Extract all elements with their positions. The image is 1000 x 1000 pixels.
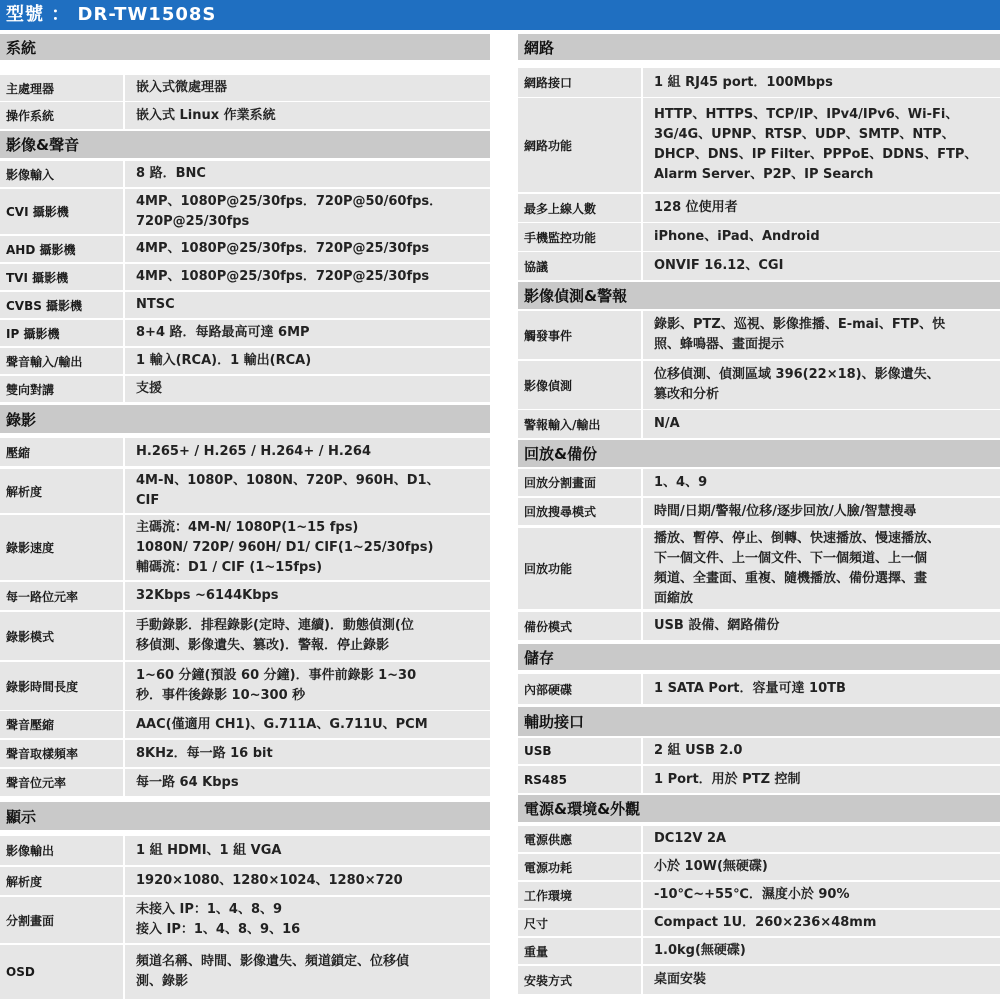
spec-value: 時間/日期/警報/位移/逐步回放/人臉/智慧搜尋 [643,498,1000,525]
spec-row [0,102,490,129]
spec-label: 警報輸入/輸出 [518,410,641,438]
spec-value: 2 組 USB 2.0 [643,738,1000,764]
spec-row [518,766,1000,793]
spec-row [518,98,1000,192]
spec-value: 4MP、1080P@25/30fps．720P@25/30fps [125,236,490,262]
spec-row [518,252,1000,280]
spec-row [0,740,490,767]
spec-row [0,769,490,796]
spec-value: 1 Port．用於 PTZ 控制 [643,766,1000,793]
spec-row [518,966,1000,994]
spec-value: 1、4、9 [643,469,1000,496]
spec-value: 頻道名稱、時間、影像遺失、頻道鎖定、位移偵 測、錄影 [125,945,490,999]
spec-label: 錄影模式 [0,612,123,660]
spec-label: RS485 [518,766,641,793]
spec-row [0,836,490,865]
spec-row [0,662,490,710]
spec-value: 8 路．BNC [125,161,490,187]
spec-label: 最多上線人數 [518,194,641,222]
spec-label: 備份模式 [518,612,641,640]
spec-row [518,938,1000,964]
spec-value: N/A [643,410,1000,438]
spec-value: 1 組 HDMI、1 組 VGA [125,836,490,865]
section-header-record: 錄影 [0,405,490,433]
spec-row [0,867,490,895]
spec-label: 影像偵測 [518,361,641,409]
spec-value: DC12V 2A [643,826,1000,852]
spec-value: 1 輸入(RCA)．1 輸出(RCA) [125,348,490,374]
spec-row [518,194,1000,222]
spec-label: 回放分割畫面 [518,469,641,496]
spec-row [518,882,1000,908]
spec-label: 工作環境 [518,882,641,908]
spec-label: 安裝方式 [518,966,641,994]
spec-label: 主處理器 [0,75,123,101]
spec-row [518,469,1000,496]
spec-value: 支援 [125,376,490,402]
spec-value: 1 SATA Port．容量可達 10TB [643,674,1000,704]
spec-row [0,292,490,318]
spec-label: TVI 攝影機 [0,264,123,290]
spec-row [518,311,1000,359]
section-header-detect: 影像偵測&警報 [518,282,1000,309]
spec-label: USB [518,738,641,764]
spec-label: 每一路位元率 [0,582,123,610]
spec-label: IP 攝影機 [0,320,123,346]
section-header-storage: 儲存 [518,644,1000,670]
spec-value: 嵌入式 Linux 作業系統 [125,102,490,129]
spec-label: 內部硬碟 [518,674,641,704]
spec-label: 解析度 [0,867,123,895]
spec-row [0,438,490,466]
spec-label: 解析度 [0,469,123,513]
spec-row [0,320,490,346]
spec-row [518,223,1000,251]
spec-label: 錄影速度 [0,515,123,580]
spec-value: 主碼流：4M-N/ 1080P(1~15 fps) 1080N/ 720P/ 960H/ D1/ CIF(1~25/30fps) 輔碼流：D1 / CIF (1~15fps) [125,515,490,580]
spec-value: 32Kbps ~6144Kbps [125,582,490,610]
spec-row [518,68,1000,97]
spec-row [0,515,490,580]
spec-value: 手動錄影．排程錄影(定時、連續)．動態偵測(位 移偵測、影像遺失、篡改)．警報．停止錄影 [125,612,490,660]
spec-value: 8+4 路．每路最高可達 6MP [125,320,490,346]
spec-label: 影像輸出 [0,836,123,865]
spec-row [0,582,490,610]
spec-row [518,498,1000,525]
spec-label: 分割畫面 [0,897,123,943]
spec-value: HTTP、HTTPS、TCP/IP、IPv4/IPv6、Wi-Fi、 3G/4G、UPNP、RTSP、UDP、SMTP、NTP、 DHCP、DNS、IP Filter、PPPoE、DDNS、FTP、 Alarm Server、P2P、IP Search [643,98,1000,192]
spec-label: 協議 [518,252,641,280]
spec-row [0,469,490,513]
spec-label: 聲音輸入/輸出 [0,348,123,374]
spec-value: 錄影、PTZ、巡視、影像推播、E-mai、FTP、快 照、蜂鳴器、畫面提示 [643,311,1000,359]
spec-value: 1 組 RJ45 port．100Mbps [643,68,1000,97]
spec-row [0,612,490,660]
spec-value: AAC(僅適用 CH1)、G.711A、G.711U、PCM [125,711,490,738]
section-header-system: 系統 [0,34,490,60]
spec-row [518,854,1000,880]
spec-value: 4M-N、1080P、1080N、720P、960H、D1、 CIF [125,469,490,513]
spec-value: 桌面安裝 [643,966,1000,994]
model-title: 型號 ： DR-TW1508S [0,0,1000,30]
section-header-aux: 輔助接口 [518,707,1000,736]
spec-label: 影像輸入 [0,161,123,187]
spec-row [518,410,1000,438]
spec-value: 未接入 IP：1、4、8、9 接入 IP：1、4、8、9、16 [125,897,490,943]
spec-value: 每一路 64 Kbps [125,769,490,796]
spec-label: 聲音取樣頻率 [0,740,123,767]
spec-value: Compact 1U．260×236×48mm [643,910,1000,936]
spec-row [0,348,490,374]
spec-label: 操作系統 [0,102,123,129]
spec-value: 嵌入式微處理器 [125,75,490,101]
section-header-network: 網路 [518,34,1000,60]
spec-label: 雙向對講 [0,376,123,402]
spec-value: H.265+ / H.265 / H.264+ / H.264 [125,438,490,466]
spec-row [0,161,490,187]
spec-label: 網路接口 [518,68,641,97]
spec-label: 電源功耗 [518,854,641,880]
spec-value: ONVIF 16.12、CGI [643,252,1000,280]
spec-value: 位移偵測、偵測區域 396(22×18)、影像遺失、 篡改和分析 [643,361,1000,409]
spec-value: iPhone、iPad、Android [643,223,1000,251]
spec-value: USB 設備、網路備份 [643,612,1000,640]
spec-label: AHD 攝影機 [0,236,123,262]
spec-row [0,75,490,101]
spec-value: 128 位使用者 [643,194,1000,222]
spec-value: 8KHz．每一路 16 bit [125,740,490,767]
spec-row [518,612,1000,640]
spec-value: 播放、暫停、停止、倒轉、快速播放、慢速播放、 下一個文件、上一個文件、下一個頻道、上一個 頻道、全畫面、重複、隨機播放、備份選擇、畫 面縮放 [643,528,1000,609]
spec-value: 1.0kg(無硬碟) [643,938,1000,964]
spec-label: 電源供應 [518,826,641,852]
spec-label: CVI 攝影機 [0,189,123,234]
spec-row [518,910,1000,936]
spec-label: 回放搜尋模式 [518,498,641,525]
section-header-playback: 回放&備份 [518,440,1000,467]
spec-row [518,826,1000,852]
section-header-av: 影像&聲音 [0,131,490,158]
spec-row [0,236,490,262]
spec-label: 網路功能 [518,98,641,192]
spec-label: 回放功能 [518,528,641,609]
section-header-display: 顯示 [0,802,490,830]
spec-label: 錄影時間長度 [0,662,123,710]
spec-row [0,376,490,402]
spec-row [0,897,490,943]
spec-label: 尺寸 [518,910,641,936]
spec-value: 1~60 分鐘(預設 60 分鐘)．事件前錄影 1~30 秒．事件後錄影 10~300 秒 [125,662,490,710]
spec-label: 壓縮 [0,438,123,466]
spec-row [518,738,1000,764]
spec-label: 聲音壓縮 [0,711,123,738]
spec-label: 重量 [518,938,641,964]
spec-row [518,674,1000,704]
spec-row [0,945,490,999]
spec-row [0,711,490,738]
section-header-power: 電源&環境&外觀 [518,795,1000,822]
spec-row [0,189,490,234]
spec-value: 1920×1080、1280×1024、1280×720 [125,867,490,895]
spec-label: 觸發事件 [518,311,641,359]
spec-value: 小於 10W(無硬碟) [643,854,1000,880]
spec-label: 聲音位元率 [0,769,123,796]
spec-value: -10℃~+55℃．濕度小於 90% [643,882,1000,908]
spec-label: OSD [0,945,123,999]
spec-label: 手機監控功能 [518,223,641,251]
spec-label: CVBS 攝影機 [0,292,123,318]
spec-row [518,528,1000,609]
spec-row [0,264,490,290]
spec-row [518,361,1000,409]
spec-value: 4MP、1080P@25/30fps．720P@25/30fps [125,264,490,290]
spec-value: NTSC [125,292,490,318]
spec-value: 4MP、1080P@25/30fps．720P@50/60fps． 720P@25/30fps [125,189,490,234]
